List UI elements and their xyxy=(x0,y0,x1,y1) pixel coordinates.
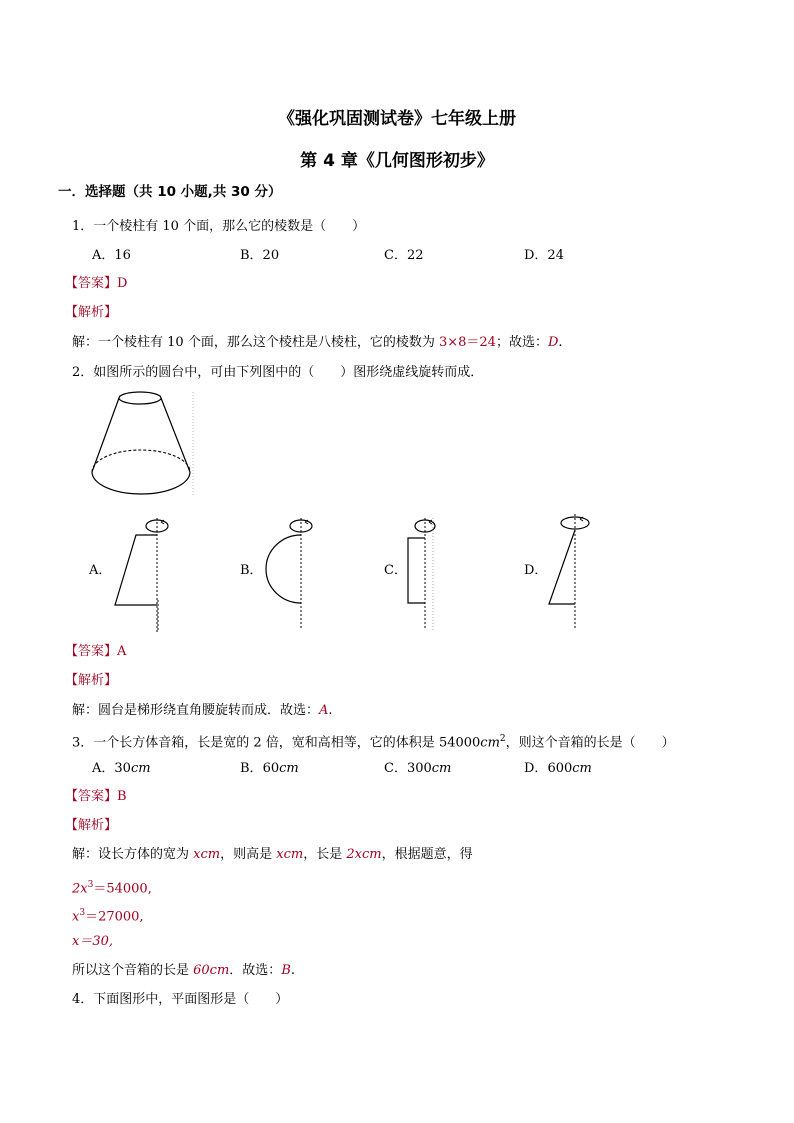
q3-solution-line-3: $x^3=27000$, xyxy=(72,908,144,925)
q2-option-b-semicircle xyxy=(262,516,314,632)
q2-option-c-rectangle xyxy=(404,516,440,632)
q2-option-a-trapezoid xyxy=(112,516,164,608)
q2-option-c-label: C． xyxy=(384,563,407,578)
question-2-stem: 2．如图所示的圆台中，可由下列图中的（ ）图形绕虚线旋转而成． xyxy=(72,365,484,380)
q3-solution-line-4: x＝30, xyxy=(72,934,114,949)
q2-option-b-label: B． xyxy=(240,563,263,578)
q3-option-b: B．60cm xyxy=(240,761,299,776)
q1-answer xyxy=(65,275,127,293)
section-heading: 一．选择题（共 10 小题,共 30 分） xyxy=(58,184,282,200)
solution-end: . xyxy=(558,335,563,350)
q3-option-c: C．300cm xyxy=(384,761,452,776)
q1-analysis-label: 【解析】 xyxy=(65,305,118,320)
q2-answer-value: A xyxy=(117,644,127,659)
solution-end: . xyxy=(328,703,333,718)
solution-text: ；故选： xyxy=(495,335,548,350)
question-4-stem: 4．下面图形中，平面图形是（ ） xyxy=(72,992,289,1007)
q3-solution-line-1: 解：设长方体的宽为 xcm，则高是 xcm，长是 2xcm，根据题意，得 xyxy=(72,847,473,862)
q3-option-d: D．600cm xyxy=(524,761,592,776)
solution-text: 圆台是梯形绕直角腰旋转而成．故选： xyxy=(98,703,320,718)
solution-choice: D xyxy=(547,335,559,350)
question-3-stem: 3．一个长方体音箱，长是宽的 2 倍，宽和高相等，它的体积是 $54000cm^2$，则这个音箱的长是（ ） xyxy=(72,734,675,751)
q3-option-a: A．30cm xyxy=(92,761,151,776)
solution-expression: 3×8＝24 xyxy=(438,335,496,350)
q2-option-d-label: D． xyxy=(524,563,548,578)
q2-answer xyxy=(65,643,126,661)
q1-option-b: B．20 xyxy=(240,248,280,263)
chapter-title: 第 4 章《几何图形初步》 xyxy=(300,151,494,171)
q1-solution xyxy=(72,334,563,352)
q3-solution-line-2: $2x^3=54000$, xyxy=(72,880,152,897)
q3-analysis-label: 【解析】 xyxy=(65,818,118,833)
q1-option-a: A．16 xyxy=(92,248,131,263)
solution-prefix: 解： xyxy=(72,335,99,350)
q1-answer-value: D xyxy=(117,276,128,291)
q3-solution-line-5: 所以这个音箱的长是 60cm．故选：B. xyxy=(72,963,296,978)
q2-option-a-label: A． xyxy=(89,563,112,578)
q2-solution xyxy=(72,702,333,720)
answer-label: 【答案】 xyxy=(65,276,118,291)
q1-option-c: C．22 xyxy=(384,248,424,263)
answer-label: 【答案】 xyxy=(65,789,118,804)
q2-option-d-triangle xyxy=(546,512,592,632)
answer-label: 【答案】 xyxy=(65,644,118,659)
q2-analysis-label: 【解析】 xyxy=(65,673,118,688)
frustum-figure xyxy=(86,388,198,500)
solution-prefix: 解： xyxy=(72,703,99,718)
q3-answer xyxy=(65,788,127,806)
q3-answer-value: B xyxy=(117,789,127,804)
solution-text: 一个棱柱有 10 个面，那么这个棱柱是八棱柱，它的棱数为 xyxy=(98,335,439,350)
solution-choice: A xyxy=(319,703,329,718)
document-title: 《强化巩固测试卷》七年级上册 xyxy=(278,109,516,129)
question-1-stem: 1．一个棱柱有 10 个面，那么它的棱数是（ ） xyxy=(72,219,366,234)
q1-option-d: D．24 xyxy=(524,248,564,263)
